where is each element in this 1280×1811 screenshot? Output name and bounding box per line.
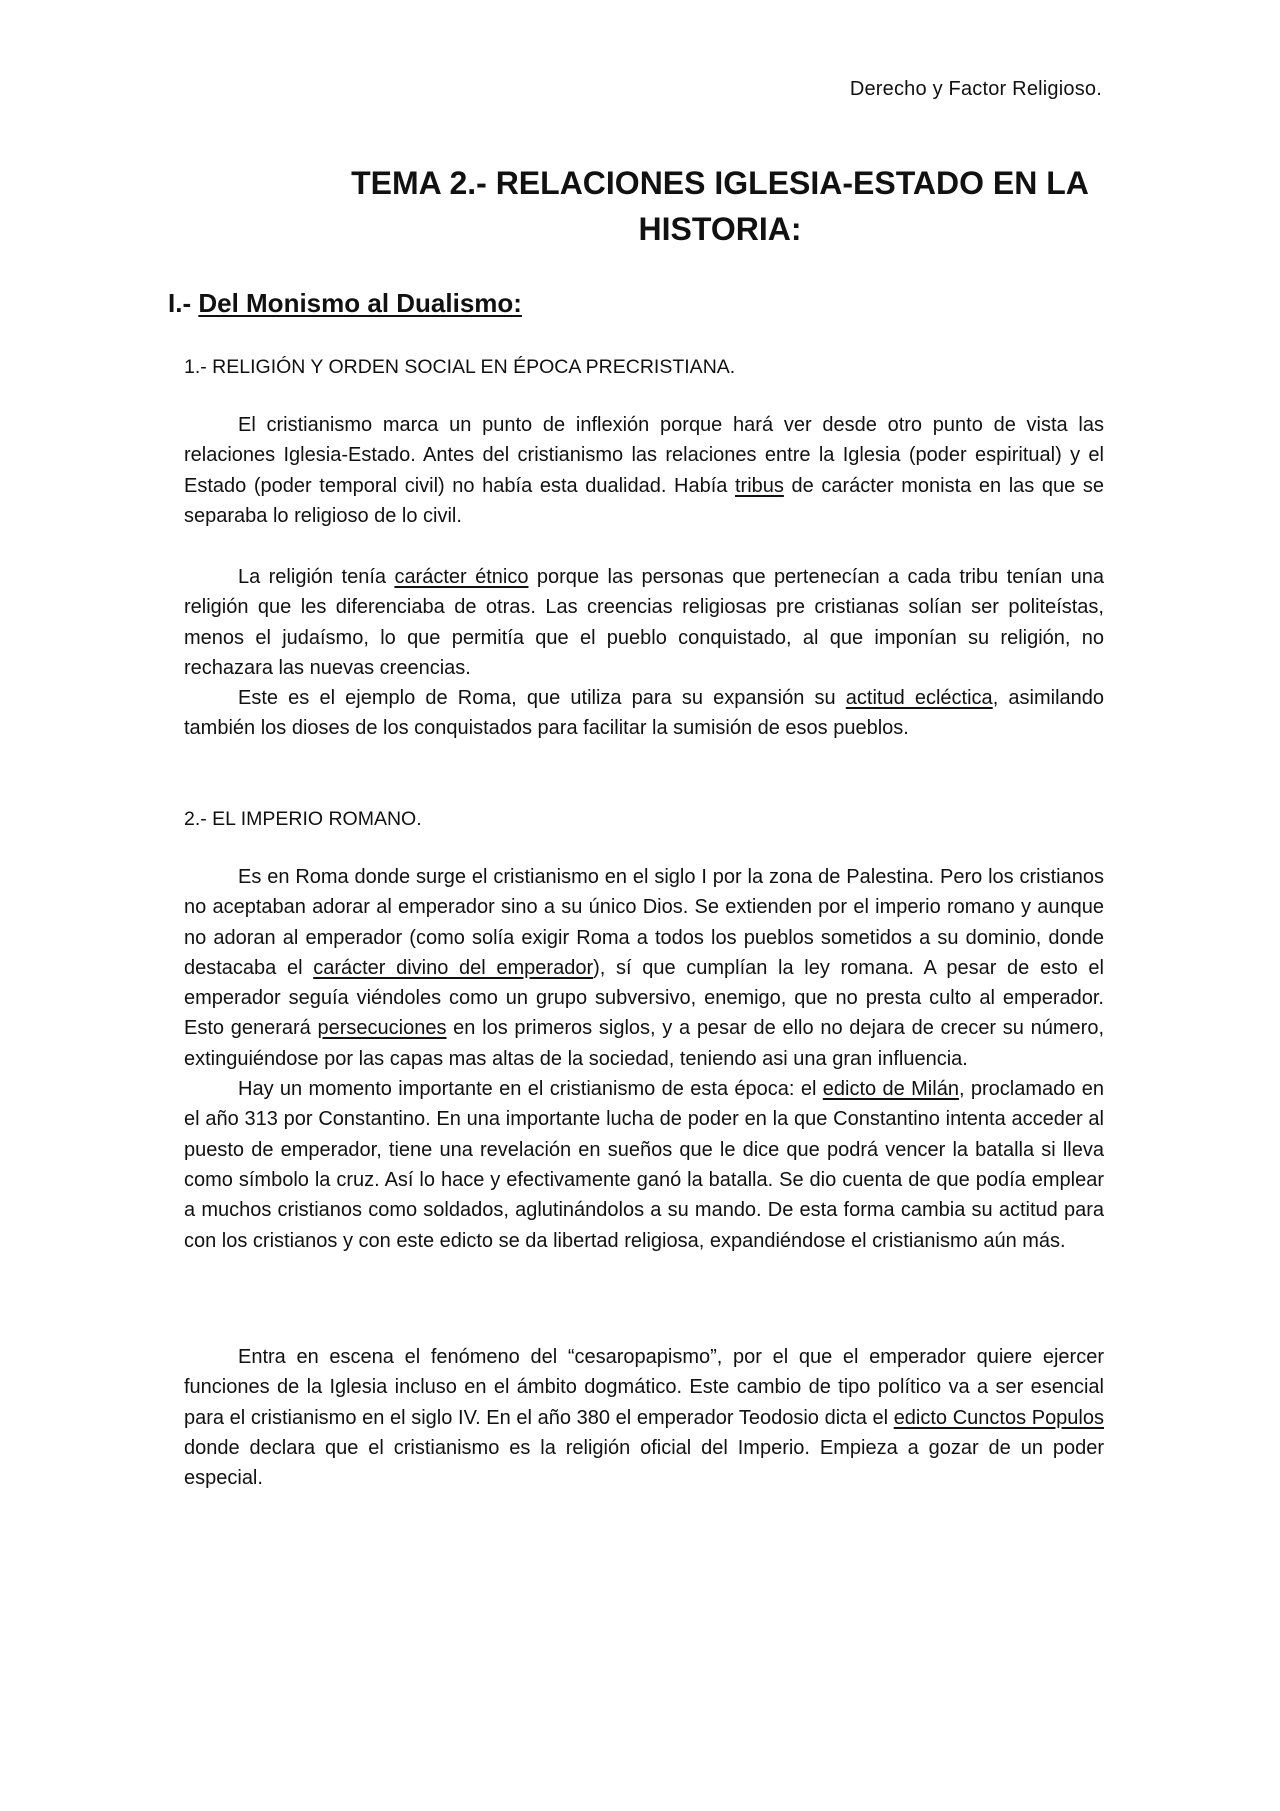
section-prefix: I.- [168, 288, 199, 318]
underlined-term: tribus [735, 474, 784, 497]
page-title [255, 160, 1185, 252]
text-run: , proclamado en el año 313 por Constantino. En una importante lucha de poder en la que Constantino intenta acceder al puesto de emperador, tiene una revelación en sueños que le dice que podrá vencer la batalla si lleva como símbolo la cruz. Así lo hace y efectivamente ganó la batalla. Se dio cuenta de que podía emplear a muchos cristianos como soldados, aglutinándolos a su mando. De esta forma cambia su actitud para con los cristianos y con este edicto se da libertad religiosa, expandiéndose el cristianismo aún más. [184, 1078, 1104, 1252]
underlined-term: persecuciones [317, 1017, 447, 1040]
section-label: Del Monismo al Dualismo: [198, 288, 522, 318]
text-run: Este es el ejemplo de Roma, que utiliza para su expansión su [238, 687, 846, 710]
text-run: La religión tenía [238, 566, 395, 588]
text-run: donde declara que el cristianismo es la religión oficial del Imperio. Empieza a gozar de un poder especial. [184, 1436, 1104, 1490]
underlined-term: actitud ecléctica [845, 687, 993, 710]
text-run: Es en Roma donde surge el cristianismo en el siglo I por la zona de Palestina. Pero los cristianos no aceptaban adorar al emperador sino a su único Dios. Se extienden por el imperio romano y aunque no adoran al emperador (como solía exigir Roma a todos los pueblos sometidos a su dominio, donde destacaba el [184, 866, 1104, 979]
text-run: Entra en escena el fenómeno del “cesaropapismo”, por el que el emperador quiere ejercer funciones de la Iglesia incluso en el ámbito dogmático. Este cambio de tipo político va a ser esencial para el cristianismo en el siglo IV. En el año 380 el emperador Teodosio dicta el [184, 1346, 1104, 1429]
text-run: porque las personas que pertenecían a cada tribu tenían una religión que les diferenciaba de otras. Las creencias religiosas pre cristianas solían ser politeístas, menos el judaísmo, lo que permitía que el pueblo conquistado, al que imponían su religión, no rechazara las nuevas creencias. [184, 566, 1105, 679]
text-run: en los primeros siglos, y a pesar de ello no dejara de crecer su número, extinguiéndose por las capas mas altas de la sociedad, teniendo asi una gran influencia. [184, 1017, 1104, 1070]
text-run: El cristianismo marca un punto de inflexión porque hará ver desde otro punto de vista las relaciones Iglesia-Estado. Antes del cristianismo las relaciones entre la Iglesia (poder espiritual) y el Estado (poder temporal civil) no había esta dualidad. Había [184, 414, 1104, 497]
subsection-1-paragraph-2 [184, 562, 1104, 744]
text-run: Hay un momento importante en el cristianismo de esta época: el [238, 1078, 823, 1101]
underlined-term: edicto de Milán [822, 1078, 959, 1101]
text-run: , asimilando también los dioses de los conquistados para facilitar la sumisión de esos pueblos. [184, 687, 1105, 740]
subsection-2-paragraph-3 [184, 1342, 1104, 1493]
subsection-2-paragraph-1 [184, 862, 1104, 1256]
underlined-term: carácter divino del emperador [313, 956, 594, 979]
page-title-line-2: HISTORIA: [638, 211, 802, 247]
subsection-1-paragraph-1 [184, 410, 1104, 531]
underlined-term: carácter étnico [394, 566, 529, 588]
page-header: Derecho y Factor Religioso. [849, 78, 1102, 100]
subsection-1-heading: 1.- RELIGIÓN Y ORDEN SOCIAL EN ÉPOCA PRECRISTIANA. [184, 356, 736, 378]
page-title-line-1: TEMA 2.- RELACIONES IGLESIA-ESTADO EN LA [351, 165, 1089, 201]
section-heading [168, 288, 522, 319]
subsection-2-heading: 2.- EL IMPERIO ROMANO. [184, 808, 422, 830]
underlined-term: edicto Cunctos Populos [893, 1406, 1104, 1429]
text-run: de carácter monista en las que se separaba lo religioso de lo civil. [184, 474, 1104, 527]
text-run: ), sí que cumplían la ley romana. A pesar de esto el emperador seguía viéndoles como un grupo subversivo, enemigo, que no presta culto al emperador. Esto generará [184, 956, 1104, 1040]
